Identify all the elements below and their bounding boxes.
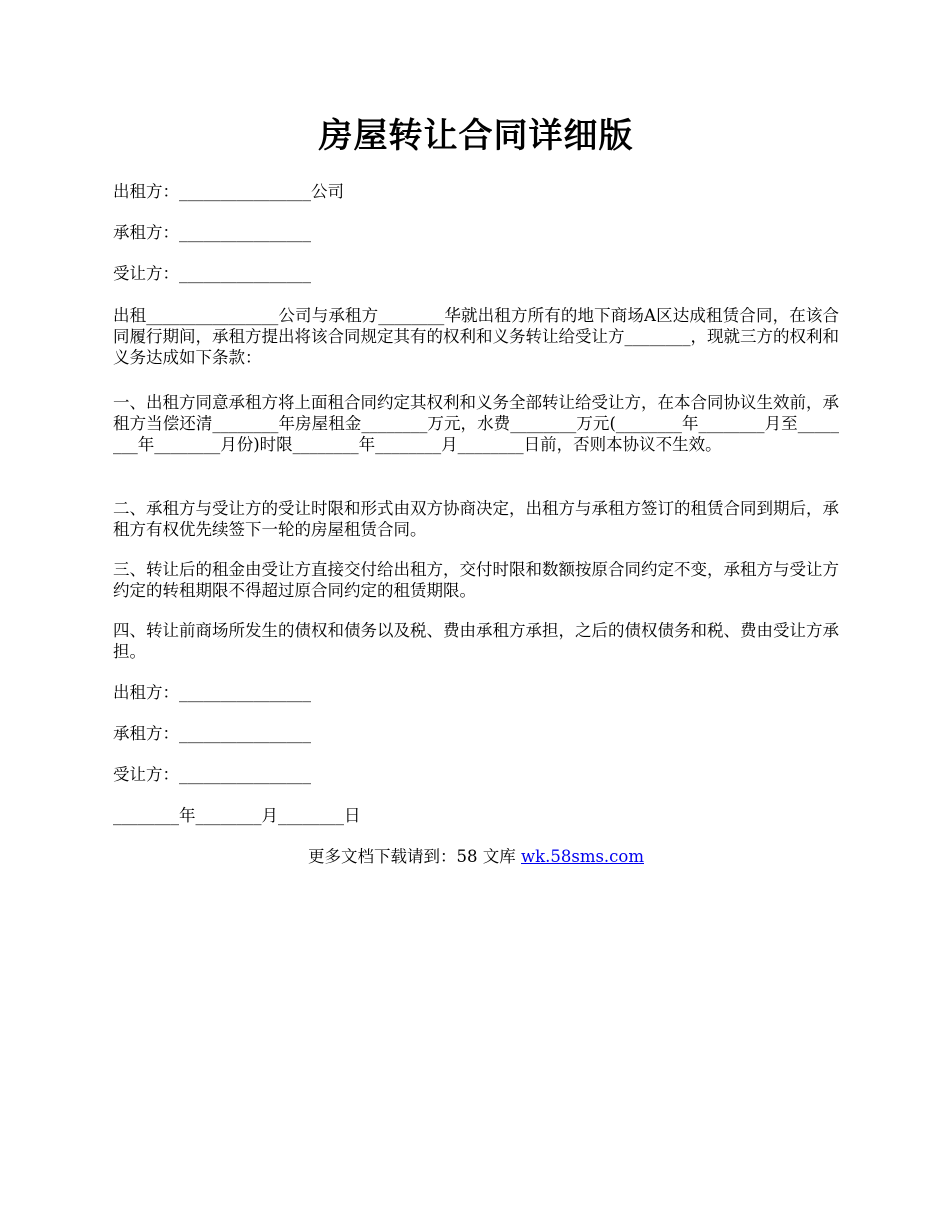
clause-4-paragraph: 四、转让前商场所发生的债权和债务以及税、费由承租方承担，之后的债权债务和税、费由受让方承担。 <box>113 621 839 661</box>
footer-download-note <box>113 846 839 867</box>
header-lessee-line: 承租方：________________ <box>113 223 311 242</box>
intro-paragraph: 出租________________公司与承租方________华就出租方所有的地下商场A区达成租赁合同，在该合同履行期间，承租方提出将该合同规定其有的权利和义务转让给受让方________，现就三方的权利和义务达成如下条款： <box>113 306 839 367</box>
signature-transferee-line: 受让方：________________ <box>113 765 311 784</box>
signature-date-line: ________年________月________日 <box>113 806 361 825</box>
footer-text: 更多文档下载请到：58 文库 <box>307 847 521 866</box>
footer-link[interactable]: wk.58sms.com <box>520 847 644 866</box>
header-lessor-line: 出租方：________________公司 <box>113 182 344 201</box>
clause-3-paragraph: 三、转让后的租金由受让方直接交付给出租方，交付时限和数额按原合同约定不变，承租方与受让方约定的转租期限不得超过原合同约定的租赁期限。 <box>113 560 839 600</box>
signature-lessor-line: 出租方：________________ <box>113 683 311 702</box>
clause-2-paragraph: 二、承租方与受让方的受让时限和形式由双方协商决定，出租方与承租方签订的租赁合同到期后，承租方有权优先续签下一轮的房屋租赁合同。 <box>113 499 839 539</box>
signature-lessee-line: 承租方：________________ <box>113 724 311 743</box>
document-title: 房屋转让合同详细版 <box>318 116 634 156</box>
header-transferee-line: 受让方：________________ <box>113 264 311 283</box>
clause-1-paragraph: 一、出租方同意承租方将上面租合同约定其权利和义务全部转让给受让方，在本合同协议生效前，承租方当偿还清________年房屋租金________万元，水费________万元(________年________月至________年________月份)时限________年________月________日前，否则本协议不生效。 <box>113 393 839 454</box>
